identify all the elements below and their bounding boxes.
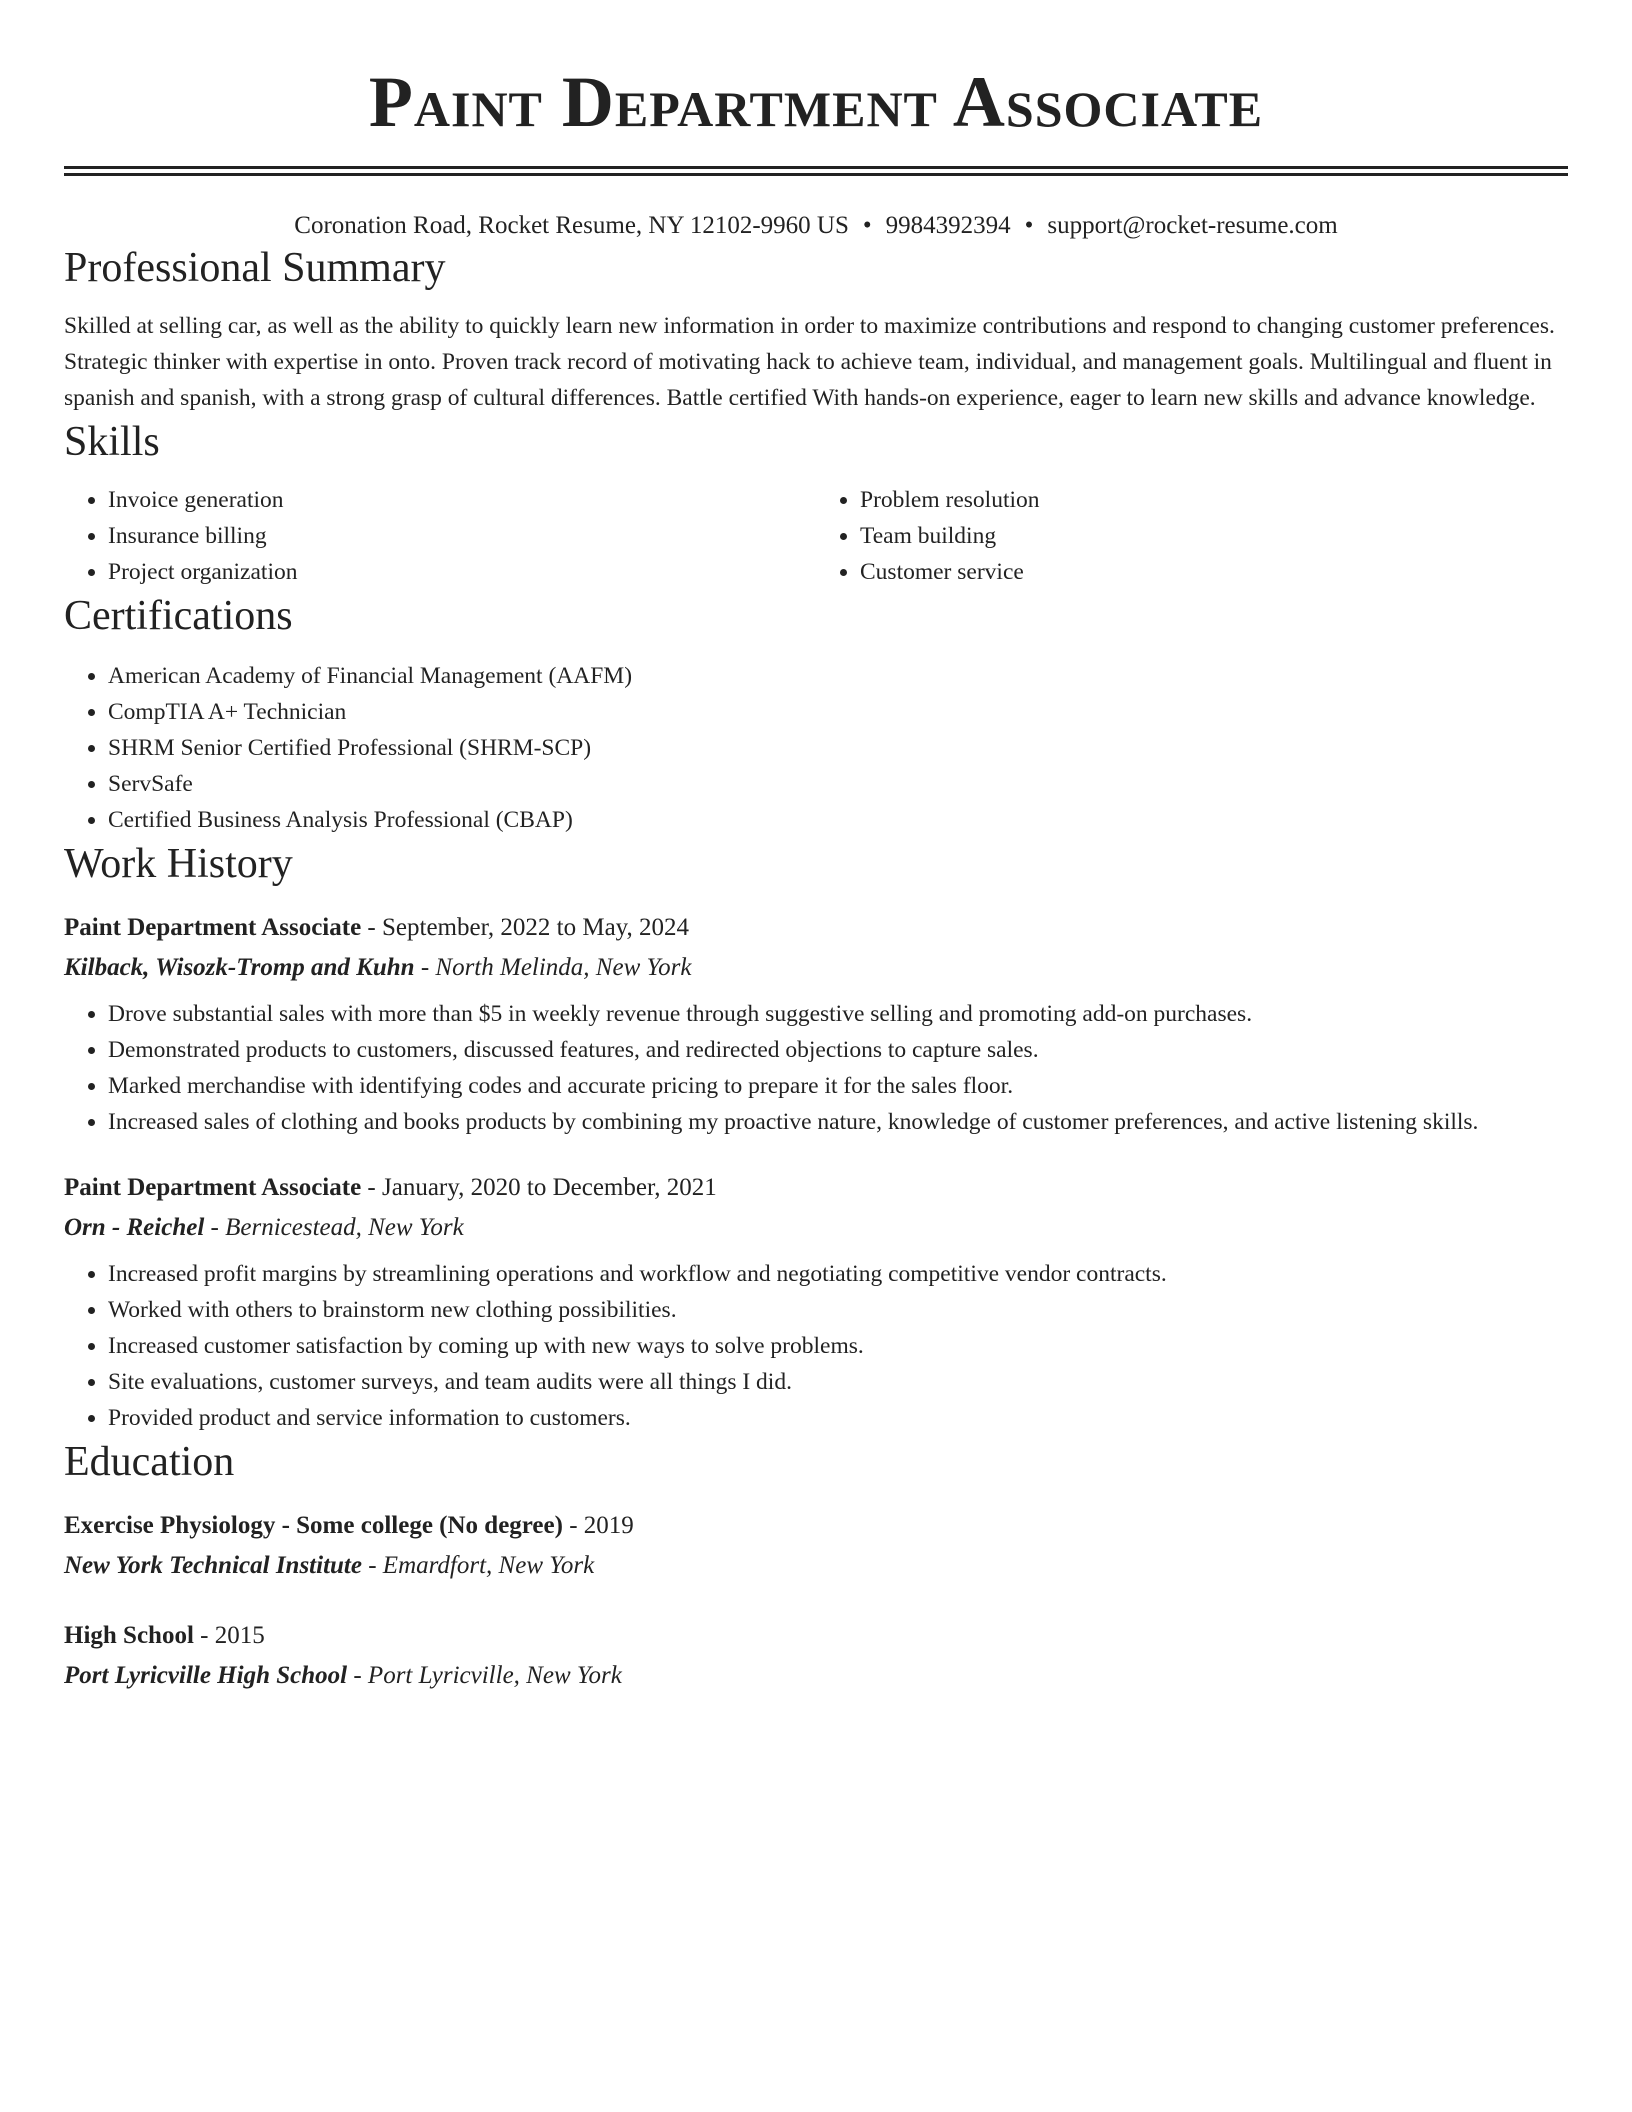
job-entry (64, 1168, 1568, 1436)
job-bullet: • Site evaluations, customer surveys, and team audits were all things I did. (108, 1364, 1568, 1400)
education-school-line (64, 1656, 1568, 1696)
education-degree-line (64, 1506, 1568, 1546)
certification-item: • Certified Business Analysis Professional (CBAP) (108, 802, 1568, 838)
job-location: North Melinda, New York (435, 954, 692, 981)
contact-separator: • (1024, 212, 1034, 239)
job-dates: September, 2022 to May, 2024 (382, 914, 690, 941)
resume-title: Paint Department Associate (368, 62, 1264, 142)
certification-item: • ServSafe (108, 766, 1568, 802)
job-title-line (64, 1168, 1568, 1208)
education-year: 2019 (583, 1512, 634, 1539)
skill-item: • Insurance billing (108, 518, 816, 554)
job-company: Kilback, Wisozk-Tromp and Kuhn (64, 954, 415, 981)
dash: - (353, 1662, 362, 1689)
job-bullets (64, 1256, 1568, 1436)
job-entry (64, 908, 1568, 1140)
certification-item: • CompTIA A+ Technician (108, 694, 1568, 730)
education-school: New York Technical Institute (64, 1552, 362, 1579)
skill-item: • Problem resolution (860, 482, 1568, 518)
education-heading: Education (64, 1439, 235, 1485)
job-location: Bernicestead, New York (225, 1214, 464, 1241)
dash: - (569, 1512, 578, 1539)
job-company: Orn - Reichel (64, 1214, 205, 1241)
job-bullet: • Increased customer satisfaction by coming up with new ways to solve problems. (108, 1328, 1568, 1364)
contact-line (64, 210, 1568, 242)
dash: - (368, 1552, 377, 1579)
skills-heading: Skills (64, 419, 160, 465)
job-bullet: • Worked with others to brainstorm new clothing possibilities. (108, 1292, 1568, 1328)
certifications-heading: Certifications (64, 593, 293, 639)
summary-heading: Professional Summary (64, 245, 446, 291)
contact-address: Coronation Road, Rocket Resume, NY 12102-9960 US (294, 212, 849, 239)
job-company-line (64, 948, 1568, 988)
skills-column-left (64, 482, 816, 590)
skill-item: • Invoice generation (108, 482, 816, 518)
work-history-heading: Work History (64, 841, 293, 887)
certification-item: • SHRM Senior Certified Professional (SHRM-SCP) (108, 730, 1568, 766)
contact-email: support@rocket-resume.com (1047, 212, 1338, 239)
education-school-line (64, 1546, 1568, 1586)
dash: - (367, 1174, 376, 1201)
contact-separator: • (862, 212, 872, 239)
contact-phone: 9984392394 (885, 212, 1011, 239)
education-location: Emardfort, New York (382, 1552, 595, 1579)
job-title-line (64, 908, 1568, 948)
job-bullet: • Drove substantial sales with more than $5 in weekly revenue through suggestive selling and promoting add-on purchases. (108, 996, 1568, 1032)
job-company-line (64, 1208, 1568, 1248)
education-school: Port Lyricville High School (64, 1662, 348, 1689)
job-dates: January, 2020 to December, 2021 (382, 1174, 717, 1201)
certifications-list (64, 658, 1568, 838)
job-bullet: • Provided product and service information to customers. (108, 1400, 1568, 1436)
summary-text: Skilled at selling car, as well as the ability to quickly learn new information in order to maximize contributions and respond to changing customer preferences. Strategic thinker with expertise in onto. Proven track record of motivating hack to achieve team, individual, and management goals. Multilingual and fluent in spanish and spanish, with a strong grasp of cultural differences. Battle certified With hands-on experience, eager to learn new skills and advance knowledge. (64, 313, 1555, 411)
certification-item: • American Academy of Financial Management (AAFM) (108, 658, 1568, 694)
job-bullet: • Increased profit margins by streamlining operations and workflow and negotiating competitive vendor contracts. (108, 1256, 1568, 1292)
education-degree: High School (64, 1622, 194, 1649)
job-bullets (64, 996, 1568, 1140)
education-year: 2015 (214, 1622, 265, 1649)
dash: - (420, 954, 430, 981)
job-title: Paint Department Associate (64, 914, 362, 941)
dash: - (210, 1214, 219, 1241)
education-entry (64, 1506, 1568, 1586)
education-entry (64, 1616, 1568, 1696)
title-divider (64, 166, 1568, 176)
education-location: Port Lyricville, New York (367, 1662, 622, 1689)
dash: - (200, 1622, 209, 1649)
skill-item: • Project organization (108, 554, 816, 590)
skill-item: • Customer service (860, 554, 1568, 590)
dash: - (367, 914, 376, 941)
skills-grid (64, 482, 1568, 590)
job-bullet: • Marked merchandise with identifying codes and accurate pricing to prepare it for the sales floor. (108, 1068, 1568, 1104)
education-degree-line (64, 1616, 1568, 1656)
job-title: Paint Department Associate (64, 1174, 362, 1201)
job-bullet: • Increased sales of clothing and books products by combining my proactive nature, knowledge of customer preferences, and active listening skills. (108, 1104, 1568, 1140)
job-bullet: • Demonstrated products to customers, discussed features, and redirected objections to capture sales. (108, 1032, 1568, 1068)
education-degree: Exercise Physiology - Some college (No degree) (64, 1512, 563, 1539)
skills-column-right (816, 482, 1568, 590)
skill-item: • Team building (860, 518, 1568, 554)
